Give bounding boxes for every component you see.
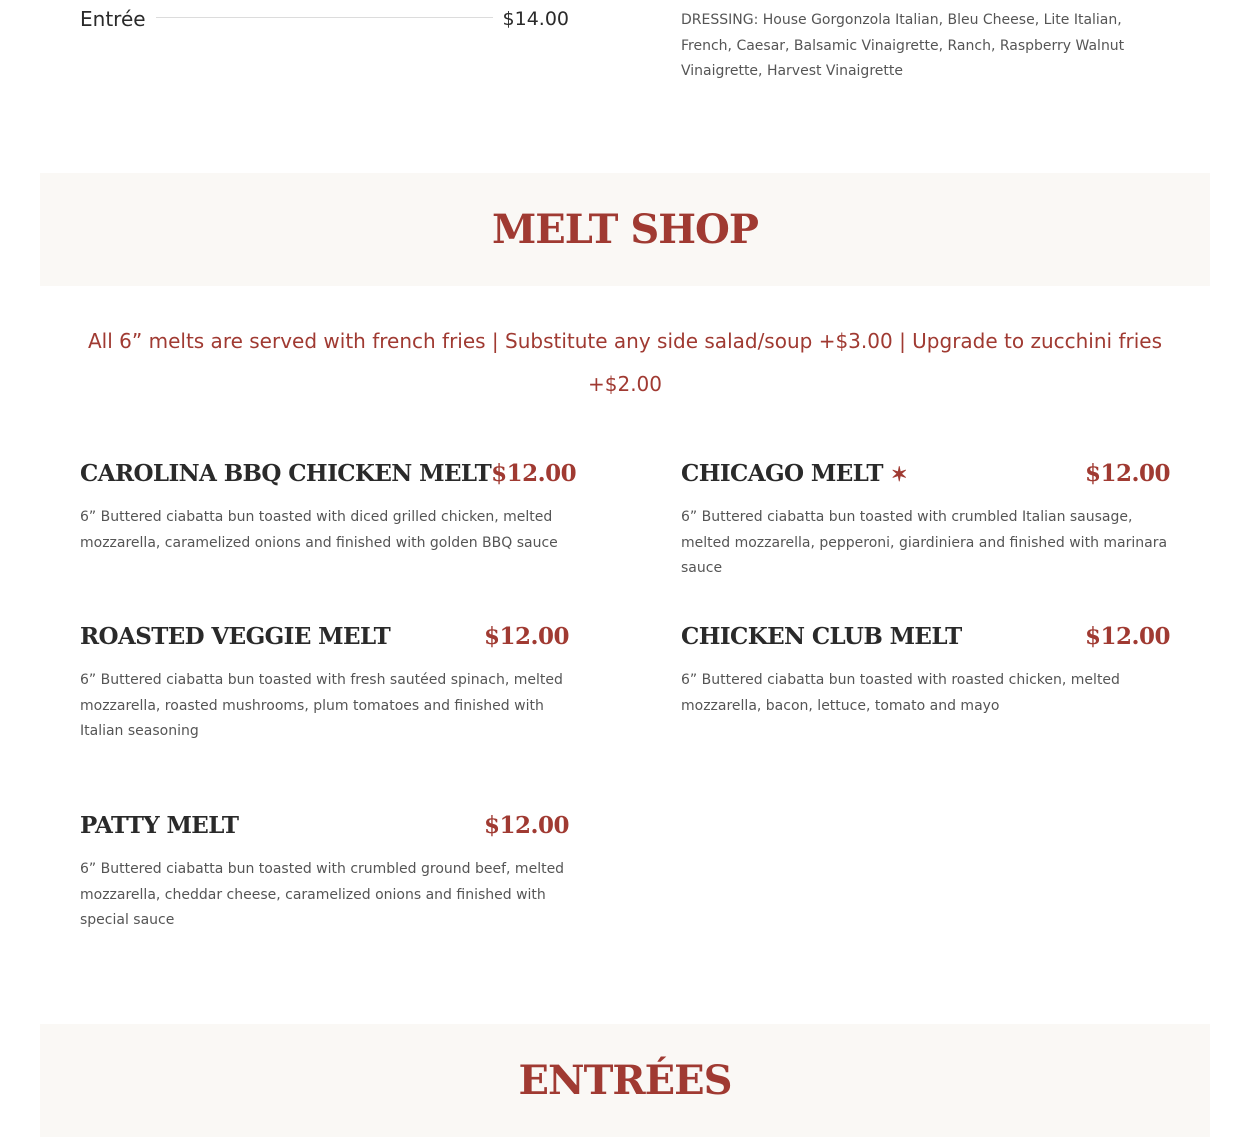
price-leader-line [156,17,493,18]
item-name [681,460,907,487]
item-name: PATTY MELT [80,812,239,839]
menu-item [681,623,1170,719]
note-line: +$2.00 [587,372,662,396]
menu-item [80,623,569,745]
item-name: CAROLINA BBQ CHICKEN MELT [80,460,492,487]
entree-label: Entrée [80,7,146,31]
melt-shop-header [40,173,1210,286]
menu-item [681,460,1170,582]
dressing-options: DRESSING: House Gorgonzola Italian, Bleu Cheese, Lite Italian, French, Caesar, Balsamic Vinaigrette, Ranch, Raspberry Walnut Vinaigrette, Harvest Vinaigrette [681,12,1125,79]
section-title: MELT SHOP [492,206,758,253]
item-price: $12.00 [1084,623,1170,650]
star-icon: ✶ [890,462,908,486]
item-name-text: CHICAGO MELT [681,460,883,487]
item-description: 6” Buttered ciabatta bun toasted with crumbled ground beef, melted mozzarella, cheddar cheese, caramelized onions and finished with special sauce [80,861,565,928]
melt-shop-note [80,320,1170,406]
item-price: $12.00 [491,460,577,487]
note-line: All 6” melts are served with french fries | Substitute any side salad/soup +$3.00 | Upgrade to zucchini fries [88,329,1162,353]
item-price: $12.00 [483,812,569,839]
entree-price-row [80,4,569,34]
entrees-header [40,1024,1210,1137]
menu-item [80,812,569,934]
item-description: 6” Buttered ciabatta bun toasted with fresh sautéed spinach, melted mozzarella, roasted mushrooms, plum tomatoes and finished with Italian seasoning [80,672,563,739]
item-price: $12.00 [483,623,569,650]
menu-item [80,460,577,556]
item-description: 6” Buttered ciabatta bun toasted with roasted chicken, melted mozzarella, bacon, lettuce, tomato and mayo [681,672,1120,714]
item-price: $12.00 [1084,460,1170,487]
item-name: ROASTED VEGGIE MELT [80,623,391,650]
section-title: ENTRÉES [518,1057,732,1104]
item-description: 6” Buttered ciabatta bun toasted with diced grilled chicken, melted mozzarella, caramelized onions and finished with golden BBQ sauce [80,509,558,551]
item-name: CHICKEN CLUB MELT [681,623,962,650]
item-description: 6” Buttered ciabatta bun toasted with crumbled Italian sausage, melted mozzarella, pepperoni, giardiniera and finished with marinara sauce [681,509,1168,576]
entree-price: $14.00 [502,8,569,30]
